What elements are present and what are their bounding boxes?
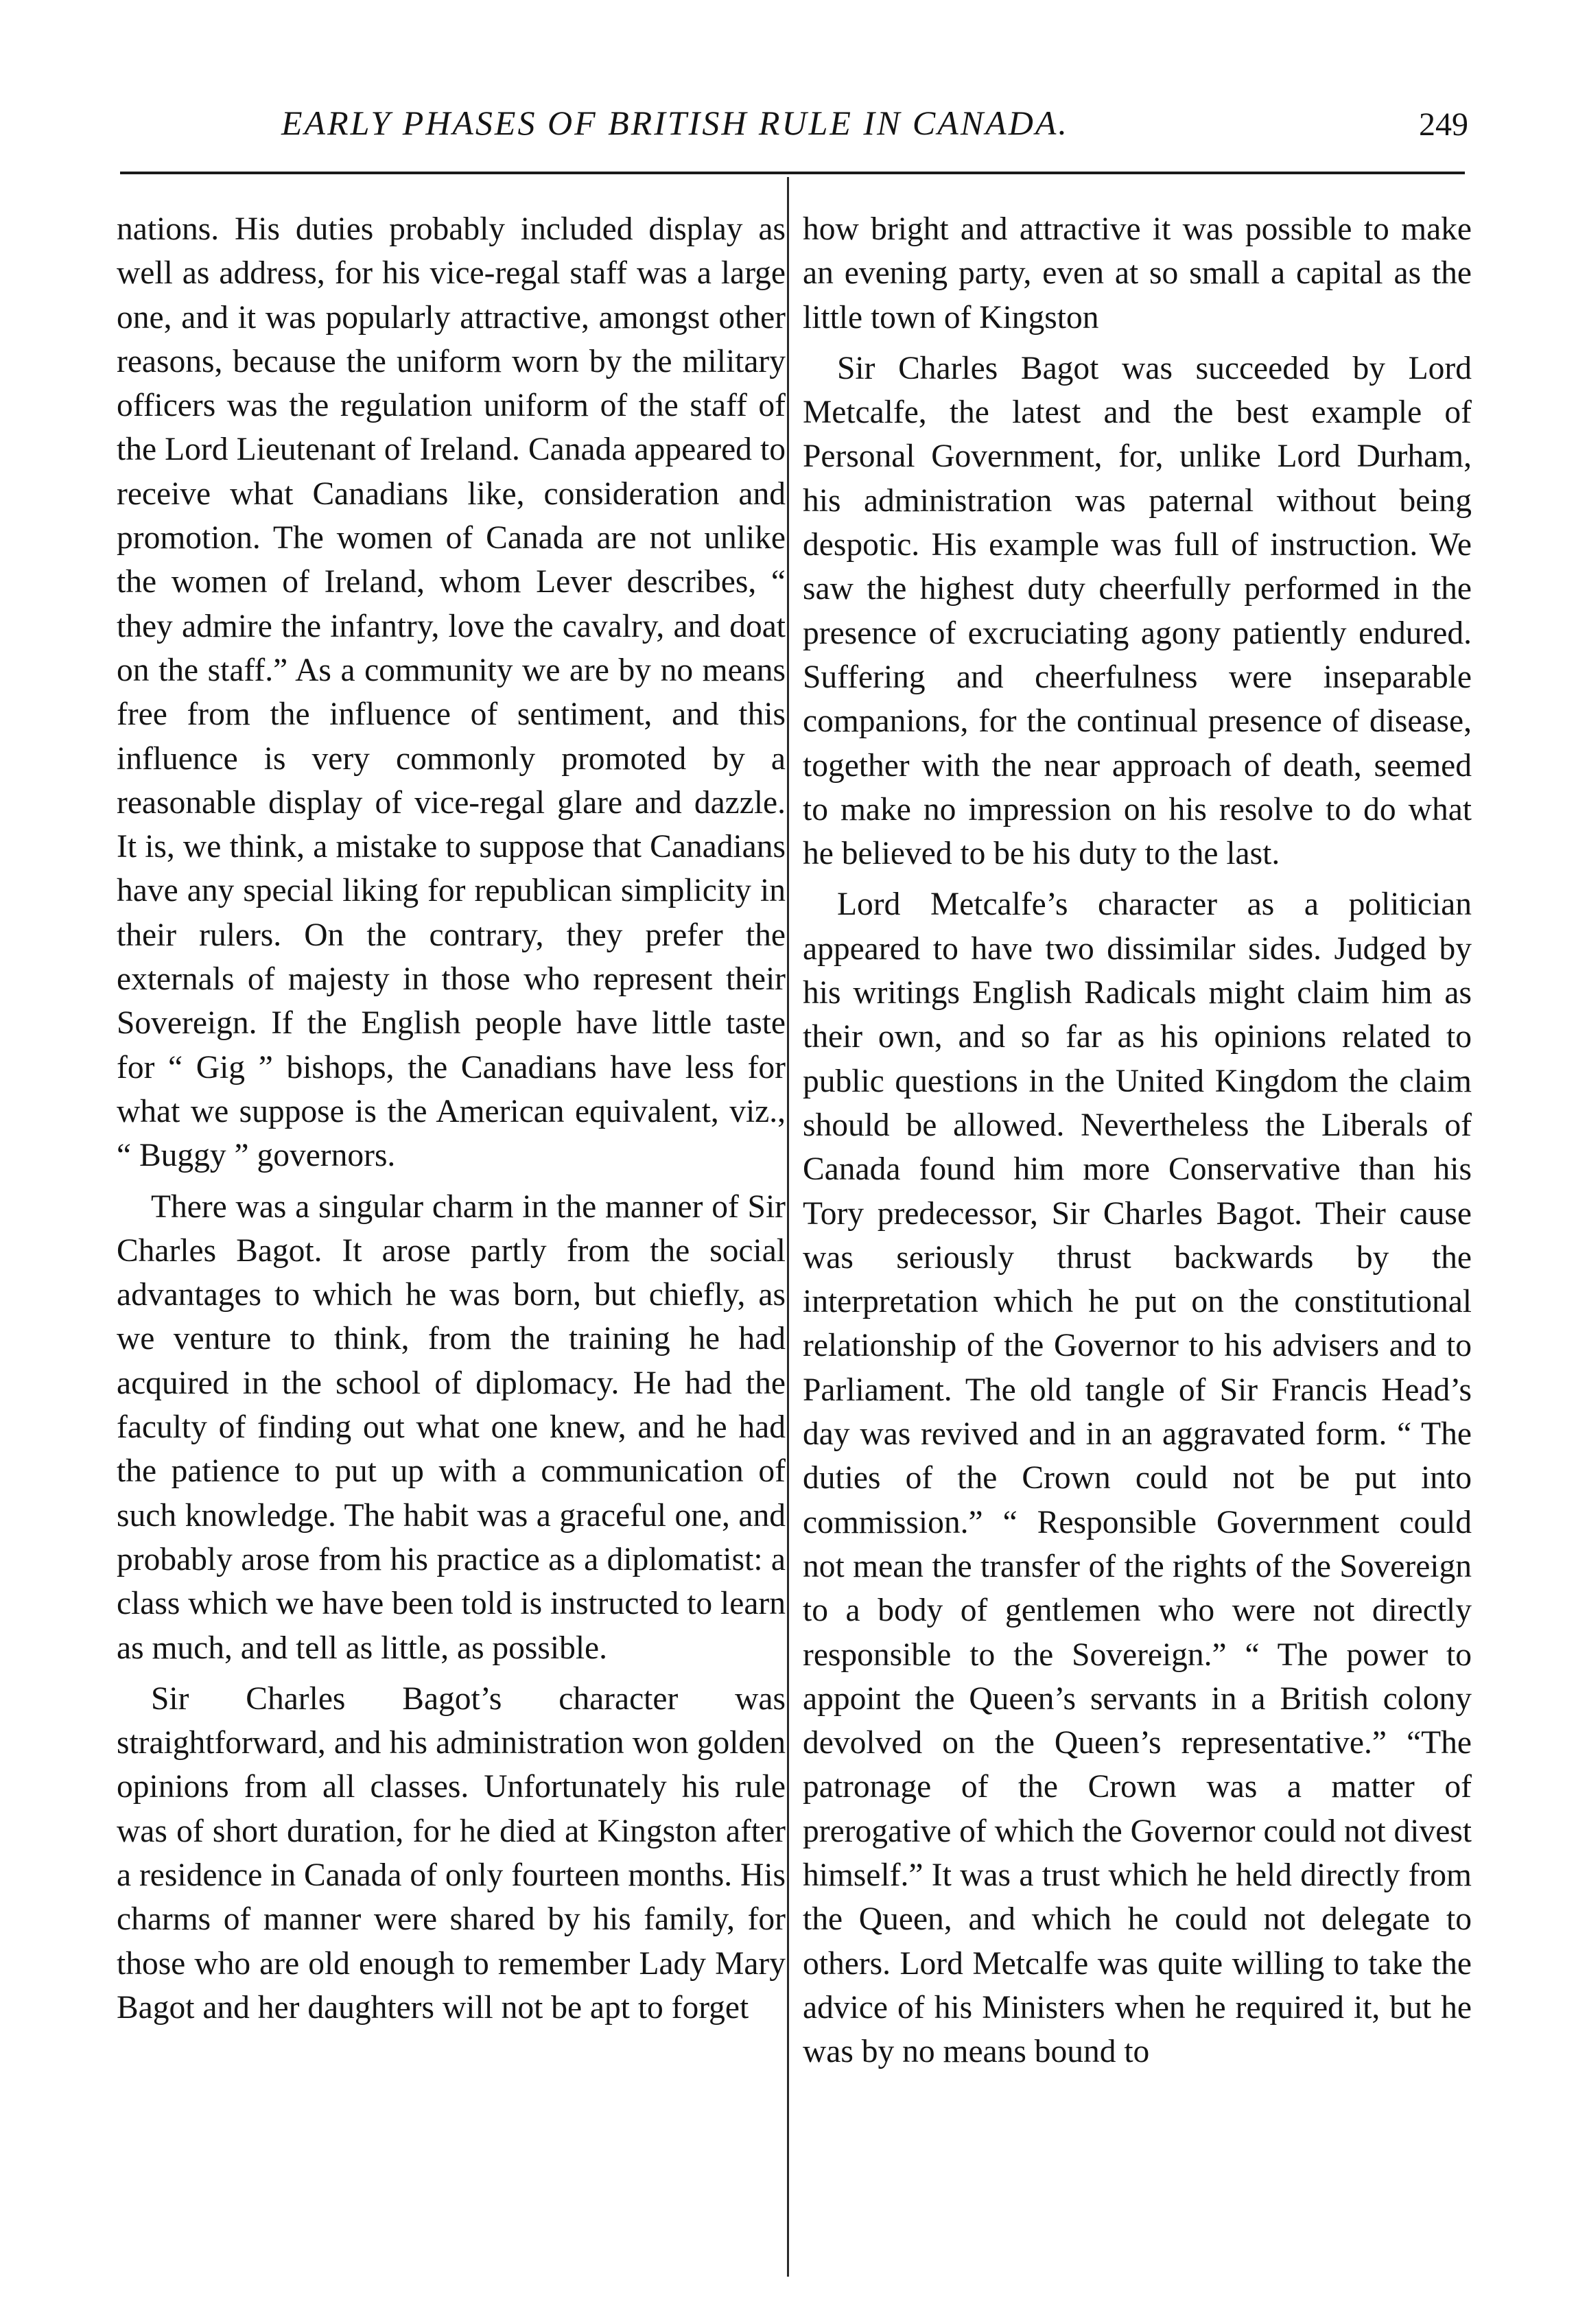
- left-paragraph-1: nations. His duties probably included display as well as address, for his vice-regal staff was a large one, and it was popularly attractive, amongst other reasons, because the uniform worn by the military officers was the regulation uniform of the staff of the Lord Lieutenant of Ireland. Canada appeared to receive what Canadians like, consideration and promotion. The women of Canada are not unlike the women of Ireland, whom Lever describes, “ they admire the infantry, love the cavalry, and doat on the staff.” As a community we are by no means free from the influence of sentiment, and this influence is very commonly promoted by a reasonable display of vice-regal glare and dazzle. It is, we think, a mistake to suppose that Canadians have any special liking for republican simplicity in their rulers. On the contrary, they prefer the externals of majesty in those who represent their Sovereign. If the English people have little taste for “ Gig ” bishops, the Canadians have less for what we suppose is the American equivalent, viz., “ Buggy ” governors.: [117, 211, 786, 1174]
- header-rule: [120, 172, 1465, 174]
- page-number: 249: [1419, 106, 1468, 143]
- left-paragraph-3: Sir Charles Bagot’s character was straightforward, and his administration won golden opinions from all classes. Unfortunately his rule was of short duration, for he died at Kingston after a residence in Canada of only fourteen months. His charms of manner were shared by his family, for those who are old enough to remember Lady Mary Bagot and her daughters will not be apt to forget: [117, 1680, 786, 2026]
- column-divider: [787, 177, 789, 2277]
- right-column: [803, 207, 1472, 2074]
- right-paragraph-3: Lord Metcalfe’s character as a politician appeared to have two dissimilar sides. Judged by his writings English Radicals might claim him as their own, and so far as his opinions related to public questions in the United Kingdom the claim should be allowed. Nevertheless the Liberals of Canada found him more Conservative than his Tory predecessor, Sir Charles Bagot. Their cause was seriously thrust backwards by the interpretation which he put on the constitutional relationship of the Governor to his advisers and to Parliament. The old tangle of Sir Francis Head’s day was revived and in an aggravated form. “ The duties of the Crown could not be put into commission.” “ Responsible Government could not mean the transfer of the rights of the Sovereign to a body of gentlemen who were not directly responsible to the Sovereign.” “ The power to appoint the Queen’s servants in a British colony devolved on the Queen’s representative.” “The patronage of the Crown was a matter of prerogative of which the Governor could not divest himself.” It was a trust which he held directly from the Queen, and which he could not delegate to others. Lord Metcalfe was quite willing to take the advice of his Ministers when he required it, but he was by no means bound to: [803, 887, 1472, 2070]
- running-title: EARLY PHASES OF BRITISH RULE IN CANADA.: [281, 104, 1069, 142]
- left-paragraph-2: There was a singular charm in the manner of Sir Charles Bagot. It arose partly from the social advantages to which he was born, but chiefly, as we venture to think, from the training he had acquired in the school of diplomacy. He had the faculty of finding out what one knew, and he had the patience to put up with a communication of such knowledge. The habit was a graceful one, and probably arose from his practice as a diplomatist: a class which we have been told is instructed to learn as much, and tell as little, as possible.: [117, 1188, 786, 1666]
- left-column: [117, 207, 786, 2030]
- right-paragraph-1: how bright and attractive it was possible to make an evening party, even at so small a capital as the little town of Kingston: [803, 211, 1472, 336]
- right-paragraph-2: Sir Charles Bagot was succeeded by Lord Metcalfe, the latest and the best example of Personal Government, for, unlike Lord Durham, his administration was paternal without being despotic. His example was full of instruction. We saw the highest duty cheerfully performed in the presence of excruciating agony patiently endured. Suffering and cheerfulness were inseparable companions, for the continual presence of disease, together with the near approach of death, seemed to make no impression on his resolve to do what he believed to be his duty to the last.: [803, 350, 1472, 872]
- page-header: [110, 103, 1475, 158]
